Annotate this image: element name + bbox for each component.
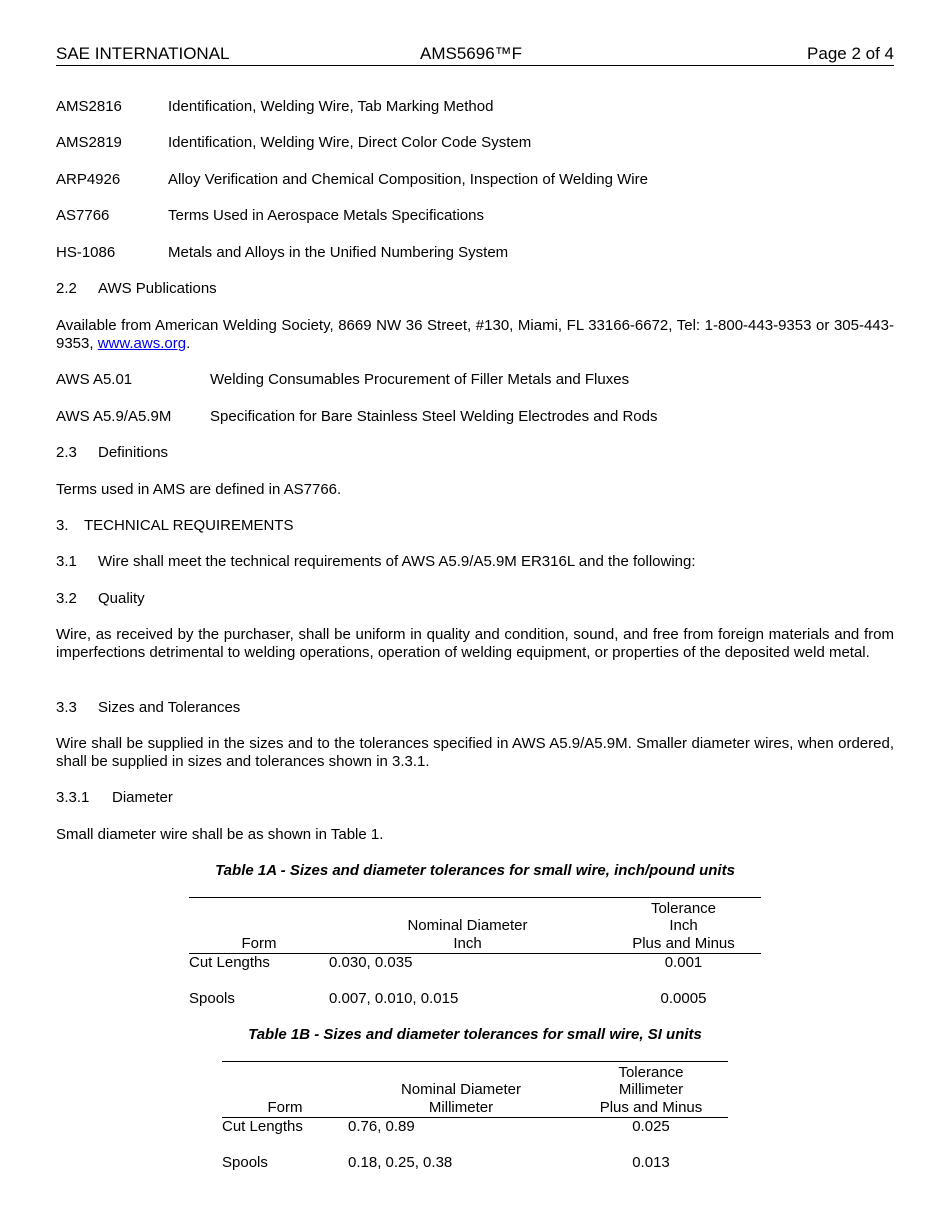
header-doc-id: AMS5696™F xyxy=(420,44,523,63)
ref-title: Alloy Verification and Chemical Composition, Inspection of Welding Wire xyxy=(168,171,648,188)
ref-code: HS-1086 xyxy=(56,244,116,261)
ref-title: Identification, Welding Wire, Tab Marking Method xyxy=(168,98,494,115)
section-number: 3.3 xyxy=(56,699,77,716)
aws-availability-paragraph xyxy=(56,317,894,353)
column-header-nominal: Nominal Diameter xyxy=(400,1081,522,1098)
table-cell-form: Spools xyxy=(189,990,235,1007)
column-header-tolerance: Tolerance xyxy=(618,1064,684,1081)
section-number: 3.2 xyxy=(56,590,77,607)
aws-website-link[interactable]: www.aws.org xyxy=(97,335,187,352)
column-header-tolerance-unit: Inch xyxy=(669,917,698,934)
section-heading: AWS Publications xyxy=(98,280,217,297)
column-header-tolerance-unit: Millimeter xyxy=(618,1081,684,1098)
section-heading: Diameter xyxy=(112,789,173,806)
ref-code: AMS2819 xyxy=(56,134,122,151)
table-1b-caption: Table 1B - Sizes and diameter tolerances for small wire, SI units xyxy=(248,1026,702,1043)
table-cell-form: Cut Lengths xyxy=(189,954,270,971)
column-header-nominal-unit: Millimeter xyxy=(428,1099,494,1116)
diameter-paragraph: Small diameter wire shall be as shown in Table 1. xyxy=(56,826,384,843)
ref-code: AMS2816 xyxy=(56,98,122,115)
section-heading: Quality xyxy=(98,590,145,607)
ref-title: Identification, Welding Wire, Direct Color Code System xyxy=(168,134,532,151)
aws-availability-text: Available from American Welding Society, 8669 NW 36 Street, #130, Miami, FL 33166-6672, Tel: 1-800-443-9353 or 305-443-9353, xyxy=(56,317,894,352)
table-1a-caption: Table 1A - Sizes and diameter tolerances for small wire, inch/pound units xyxy=(215,862,735,879)
header-page-number: Page 2 of 4 xyxy=(807,44,894,63)
table-cell-form: Spools xyxy=(222,1154,268,1171)
aws-availability-end: . xyxy=(186,335,191,352)
table-cell-tolerance: 0.0005 xyxy=(660,990,707,1007)
table-cell-nominal: 0.030, 0.035 xyxy=(329,954,413,971)
definitions-paragraph: Terms used in AMS are defined in AS7766. xyxy=(56,481,342,498)
table-top-rule xyxy=(189,897,761,898)
table-cell-nominal: 0.18, 0.25, 0.38 xyxy=(348,1154,453,1171)
sizes-paragraph: Wire shall be supplied in the sizes and to the tolerances specified in AWS A5.9/A5.9M. Smaller diameter wires, when ordered, shall be supplied in sizes and tolerances shown in 3.3.1. xyxy=(56,735,894,770)
column-header-tolerance: Tolerance xyxy=(650,900,717,917)
ref-code: AS7766 xyxy=(56,207,110,224)
table-top-rule xyxy=(222,1061,728,1062)
column-header-tolerance-note: Plus and Minus xyxy=(632,935,735,952)
section-number: 2.3 xyxy=(56,444,77,461)
table-cell-tolerance: 0.001 xyxy=(664,954,703,971)
section-heading: Sizes and Tolerances xyxy=(98,699,241,716)
table-cell-nominal: 0.007, 0.010, 0.015 xyxy=(329,990,459,1007)
header-org: SAE INTERNATIONAL xyxy=(56,44,230,63)
section-number: 3.3.1 xyxy=(56,789,90,806)
page-header xyxy=(56,44,894,66)
section-heading: TECHNICAL REQUIREMENTS xyxy=(84,517,294,534)
ref-code: AWS A5.01 xyxy=(56,371,133,388)
ref-title: Metals and Alloys in the Unified Numbering System xyxy=(168,244,509,261)
section-number: 3.1 xyxy=(56,553,77,570)
column-header-form: Form xyxy=(241,935,277,952)
column-header-nominal-unit: Inch xyxy=(453,935,482,952)
section-number: 3. xyxy=(56,517,69,534)
table-cell-tolerance: 0.013 xyxy=(632,1154,670,1171)
quality-paragraph: Wire, as received by the purchaser, shall be uniform in quality and condition, sound, and free from foreign materials and from imperfections detrimental to welding operations, operation of welding equipment, or properties of the deposited weld metal. xyxy=(56,626,894,661)
ref-code: AWS A5.9/A5.9M xyxy=(56,408,172,425)
column-header-tolerance-note: Plus and Minus xyxy=(599,1099,703,1116)
ref-code: ARP4926 xyxy=(56,171,121,188)
table-cell-nominal: 0.76, 0.89 xyxy=(348,1118,415,1135)
section-text: Wire shall meet the technical requirements of AWS A5.9/A5.9M ER316L and the following: xyxy=(98,553,696,570)
table-cell-tolerance: 0.025 xyxy=(632,1118,670,1135)
section-number: 2.2 xyxy=(56,280,77,297)
table-1b xyxy=(222,1061,728,1176)
column-header-nominal: Nominal Diameter xyxy=(407,917,528,934)
ref-title: Welding Consumables Procurement of Filler Metals and Fluxes xyxy=(210,371,630,388)
ref-title: Specification for Bare Stainless Steel Welding Electrodes and Rods xyxy=(210,408,658,425)
table-cell-form: Cut Lengths xyxy=(222,1118,303,1135)
table-1a xyxy=(189,897,761,1012)
column-header-form: Form xyxy=(267,1099,303,1116)
ref-title: Terms Used in Aerospace Metals Specifications xyxy=(168,207,484,224)
section-heading: Definitions xyxy=(98,444,169,461)
